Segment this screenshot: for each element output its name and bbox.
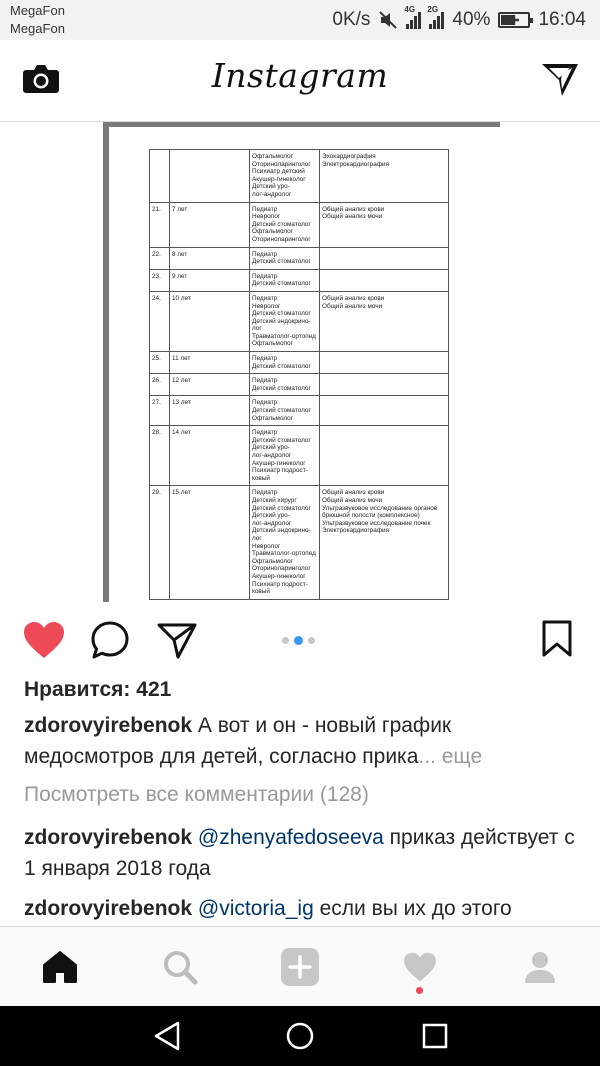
row-doctors [250,291,320,351]
doctor-line: лог-андролог [252,519,292,527]
row-doctors [250,396,320,426]
net-speed: 0K/s [332,9,371,30]
row-exams [320,396,449,426]
row-exams [320,374,449,396]
comment-mention[interactable]: @victoria_ig [197,897,314,920]
signal-icon-1: 4G [406,11,421,29]
post-caption [24,710,584,772]
doctor-line: Детский уро- [252,444,290,452]
document-table-row [150,374,449,396]
doctor-line: Педиатр [252,272,278,280]
document-scan [103,122,500,602]
doctor-line: Невролог [252,213,281,221]
heart-icon [402,951,438,983]
row-age: 7 лет [170,202,250,247]
likes-count[interactable]: Нравится: 421 [24,678,172,701]
row-age: 14 лет [170,426,250,486]
clock: 16:04 [538,9,586,30]
row-age: 15 лет [170,486,250,599]
row-exams [320,202,449,247]
doctor-line: лог-андролог [252,190,292,198]
row-exams [320,426,449,486]
row-age: 8 лет [170,247,250,269]
back-icon[interactable] [152,1020,182,1052]
doctor-line: Оториноларинголог [252,235,311,243]
doctor-line: Психиатр детский [252,168,305,176]
document-table-row [150,396,449,426]
exam-line: Электрокардиография [322,527,390,535]
direct-message-icon[interactable] [540,60,580,98]
doctor-line: Детский стоматолог [252,436,311,444]
caption-more-link[interactable]: ... еще [418,745,483,768]
doctor-line: Педиатр [252,294,278,302]
row-doctors [250,352,320,374]
doctor-line: Травматолог-ортопед [252,550,316,558]
nav-add[interactable] [240,927,360,1007]
row-doctors [250,486,320,599]
row-number: 27. [150,396,170,426]
exam-line: Общий анализ крови [322,205,385,213]
row-age [170,150,250,203]
row-exams [320,352,449,374]
doctor-line: лог [252,325,262,333]
row-number: 29. [150,486,170,599]
carousel-dot [308,637,315,644]
doctor-line: Педиатр [252,377,278,385]
post-actions [0,606,600,672]
doctor-line: Акушер-гинеколог [252,175,306,183]
bottom-nav [0,926,600,1006]
exam-line: Общий анализ мочи [322,496,383,504]
doctor-line: Акушер-гинеколог [252,459,306,467]
doctor-line: лог [252,534,262,542]
exam-line: Общий анализ крови [322,489,385,497]
row-age: 11 лет [170,352,250,374]
doctor-line: Педиатр [252,489,278,497]
carousel-indicator [282,636,315,645]
row-age: 9 лет [170,269,250,291]
doctor-line: Детский стоматолог [252,362,311,370]
document-table-row [150,486,449,599]
row-exams [320,291,449,351]
doctor-line: Офтальмолог [252,340,294,348]
comment-text: приказ действует с 1 января 2018 года [24,826,575,880]
doctor-line: Педиатр [252,429,278,437]
row-doctors [250,426,320,486]
doctor-line: Детский уро- [252,512,290,520]
doctor-line: Педиатр [252,250,278,258]
home-circle-icon[interactable] [285,1020,315,1052]
doctor-line: лог-андролог [252,452,292,459]
document-table-row [150,269,449,291]
carousel-dot-active [294,636,303,645]
doctor-line: Детский стоматолог [252,310,311,318]
doctor-line: Психиатр подрост- [252,467,308,475]
row-doctors [250,269,320,291]
doctor-line: ковый [252,474,270,482]
doctor-line: Офтальмолог [252,414,294,422]
doctor-line: Детский стоматолог [252,280,311,288]
battery-icon [498,12,530,28]
document-table-row [150,150,449,203]
row-number: 25. [150,352,170,374]
exam-line: Электрокардиография [322,160,390,168]
exam-line: брюшной полости (комплексное) [322,512,420,520]
row-age: 12 лет [170,374,250,396]
row-doctors [250,247,320,269]
recents-icon[interactable] [420,1020,450,1052]
document-table-row [150,426,449,486]
comment-username[interactable]: zdorovyirebenok [24,826,193,849]
row-number: 23. [150,269,170,291]
doctor-line: Педиатр [252,399,278,407]
exam-line: Общий анализ мочи [322,213,383,221]
comment-text: если вы их до этого [313,897,512,920]
doctor-line: Детский стоматолог [252,407,311,415]
caption-username[interactable]: zdorovyirebenok [24,714,193,737]
doctor-line: Акушер-гинеколог [252,572,306,580]
row-exams [320,269,449,291]
doctor-line: Детский стоматолог [252,220,311,228]
battery-percent: 40% [452,9,491,30]
comment-icon[interactable] [90,620,130,660]
row-age: 10 лет [170,291,250,351]
doctor-line: Детский стоматолог [252,504,311,512]
exam-line: Ультразвуковое исследование почек [322,519,431,527]
row-doctors [250,202,320,247]
doctor-line: Невролог [252,542,281,550]
doctor-line: Психиатр подрост- [252,580,308,588]
row-exams [320,150,449,203]
doctor-line: ковый [252,588,270,596]
profile-icon [523,950,557,984]
nav-activity[interactable] [360,927,480,1007]
row-exams [320,247,449,269]
status-indicators [332,5,586,32]
comment [24,822,584,884]
exam-line: Общий анализ мочи [322,302,383,310]
nav-home[interactable] [0,927,120,1007]
share-icon[interactable] [156,620,198,660]
row-doctors [250,374,320,396]
doctor-line: Невролог [252,302,281,310]
app-header [0,40,600,122]
doctor-line: Травматолог-ортопед [252,332,316,340]
nav-profile[interactable] [480,927,600,1007]
comment-username[interactable]: zdorovyirebenok [24,897,193,920]
row-age: 13 лет [170,396,250,426]
medical-schedule-table [149,149,449,600]
doctor-line: Детский стоматолог [252,384,311,392]
system-nav-bar [0,1006,600,1066]
doctor-line: Офтальмолог [252,153,294,160]
doctor-line: Оториноларинголог [252,565,311,573]
doctor-line: Педиатр [252,205,278,213]
row-doctors [250,150,320,203]
doctor-line: Детский уро- [252,183,290,191]
notification-dot [416,987,423,994]
doctor-line: Офтальмолог [252,228,294,236]
document-table-row [150,291,449,351]
add-icon [280,947,320,987]
doctor-line: Офтальмолог [252,557,294,565]
exam-line: Ультразвуковое исследование органов [322,504,438,512]
row-number: 28. [150,426,170,486]
document-table-row [150,202,449,247]
exam-line: Общий анализ крови [322,294,385,302]
caption-text: А вот и он - новый график медосмотров для детей, согласно прика [24,714,452,768]
post-image[interactable] [0,122,600,602]
doctor-line: Детский эндокрино- [252,317,311,325]
nav-search[interactable] [120,927,240,1007]
carrier-name-2: MegaFon [10,21,65,36]
document-table-row [150,352,449,374]
row-number: 22. [150,247,170,269]
row-number [150,150,170,203]
mute-icon [378,10,398,30]
status-bar [0,0,600,40]
exam-line: Эхокардиография [322,153,376,160]
document-table-row [150,247,449,269]
search-icon [162,949,198,985]
doctor-line: Оториноларинголог [252,160,311,168]
doctor-line: Детский стоматолог [252,258,311,266]
carousel-dot [282,637,289,644]
heart-filled-icon[interactable] [22,620,66,660]
bookmark-icon[interactable] [541,620,573,658]
row-exams [320,486,449,599]
row-number: 21. [150,202,170,247]
carrier-name-1: MegaFon [10,3,65,18]
instagram-logo: Instagram [211,56,389,95]
doctor-line: Детский хирург [252,496,297,504]
view-all-comments-link[interactable]: Посмотреть все комментарии (128) [24,783,369,806]
doctor-line: Детский эндокрино- [252,527,311,535]
home-icon [42,950,78,984]
doctor-line: Педиатр [252,355,278,363]
row-number: 26. [150,374,170,396]
comment [24,893,584,924]
comment-mention[interactable]: @zhenyafedoseeva [197,826,384,849]
row-number: 24. [150,291,170,351]
signal-icon-2: 2G [429,11,444,29]
